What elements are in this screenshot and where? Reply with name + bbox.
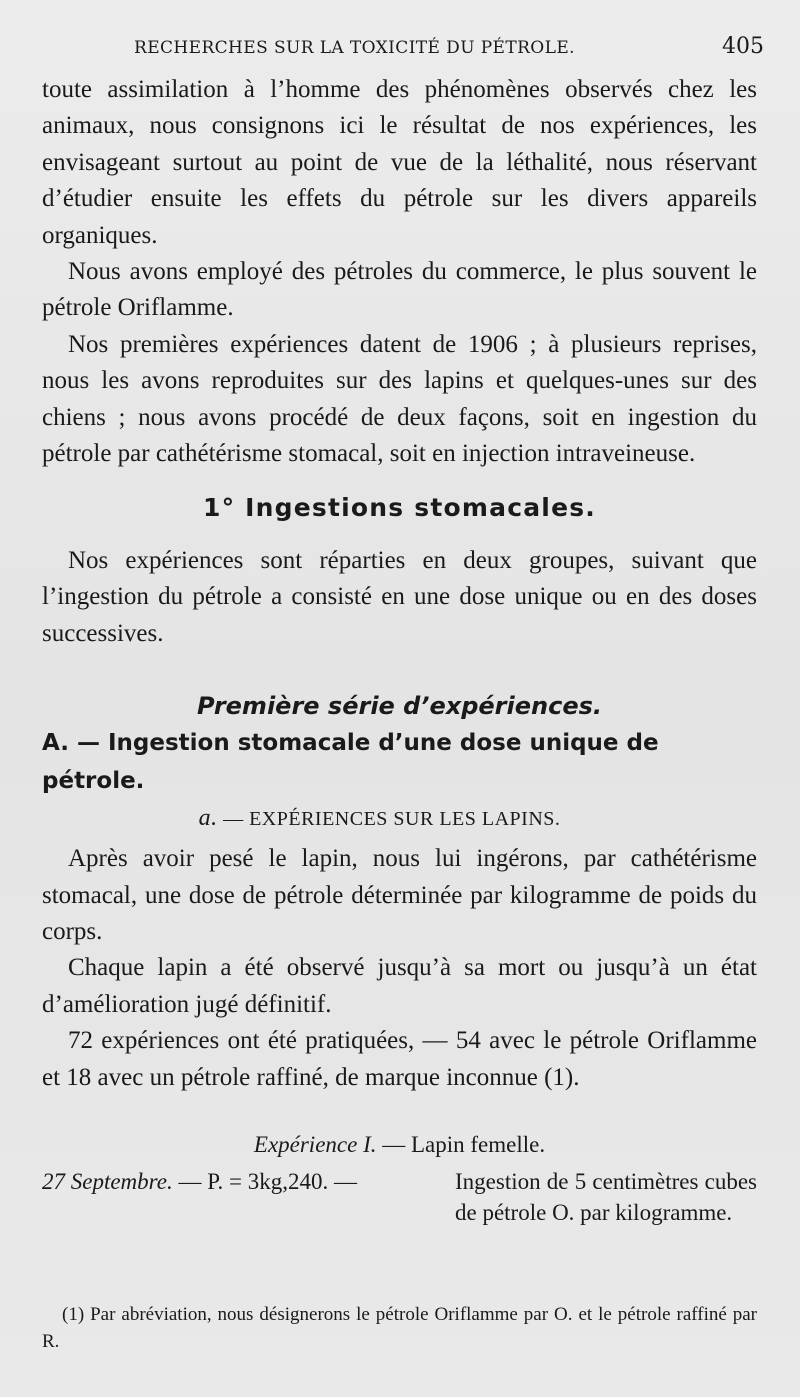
paragraph-5: Après avoir pesé le lapin, nous lui ingérons, par cathétérisme stomacal, une dose de pétrole déterminée par kilogramme de poids du corps. [42,845,757,945]
subheading-letter: a. [198,805,218,832]
experience-text: Ingestion de 5 centimètres cubes de pétrole O. par kilogramme. [455,1168,757,1225]
page-header [134,32,764,68]
page-number: 405 [722,34,764,59]
experience-day: 27 [42,1168,65,1194]
footnote-text: (1) Par abréviation, nous désignerons le pétrole Oriflamme par O. et le pétrole raffiné par R. [42,1304,757,1352]
subheading-text: — EXPÉRIENCES SUR LES LAPINS. [223,808,561,831]
paragraph-4: Nos expériences sont réparties en deux groupes, suivant que l’ingestion du pétrole a consisté en une dose unique ou en des doses successives. [42,546,757,647]
experience-title [42,1128,757,1162]
experience-weight: — P. = 3kg,240. — [172,1168,357,1194]
paragraph-3: Nos premières expériences datent de 1906 ; à plusieurs reprises, nous les avons reproduites sur des lapins et quelques-unes sur des chiens ; nous avons procédé de deux façons, soit en ingestion du pétrole par cathétérisme stomacal, soit en injection intraveineuse. [42,330,757,468]
paragraph-2: Nous avons employé des pétroles du commerce, le plus souvent le pétrole Oriflamme. [42,258,757,322]
paragraph-7: 72 expériences ont été pratiquées, — 54 avec le pétrole Oriflamme et 18 avec un pétrole raffiné, de marque inconnue (1). [42,1027,757,1091]
experience-lead [42,1166,357,1197]
subheading-a: A. — Ingestion stomacale d’une dose unique de pétrole. [42,730,659,795]
paragraph-6: Chaque lapin a été observé jusqu’à sa mort ou jusqu’à un état d’amélioration jugé définitif. [42,954,757,1018]
series-heading: Première série d’expériences. [196,692,603,721]
paragraph-1: toute assimilation à l’homme des phénomènes observés chez les animaux, nous consignons ici le résultat de nos expériences, les envisageant surtout au point de vue de la léthalité, nous réservant d’étudier ensuite les effets du pétrole sur les divers appareils organiques. [42,76,757,249]
experience-title-rest: — Lapin femelle. [376,1131,546,1157]
footnote [42,1301,757,1355]
experience-title-italic: Expérience I. [253,1131,377,1157]
experience-month: Septembre. [70,1168,173,1194]
section-heading: 1° Ingestions stomacales. [202,493,597,523]
subheading-rabbits [42,800,757,837]
body-text [42,72,757,1260]
running-title: RECHERCHES SUR LA TOXICITÉ DU PÉTROLE. [134,38,575,58]
experience-entry [42,1166,757,1260]
